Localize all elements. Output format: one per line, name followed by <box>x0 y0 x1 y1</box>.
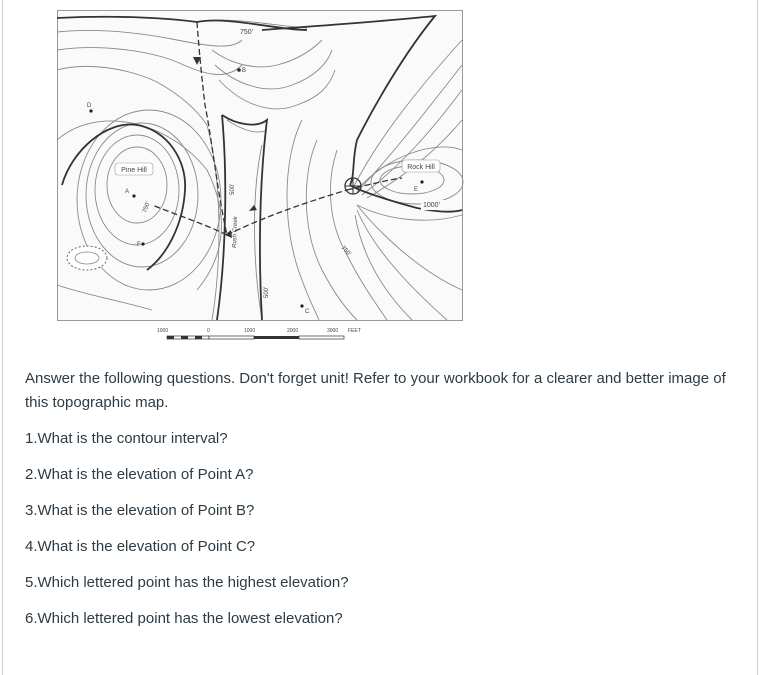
pine-hill-label: Pine Hill <box>121 167 147 174</box>
point-f-label: F <box>137 242 141 248</box>
point-a-dot <box>132 194 135 197</box>
point-e-dot <box>420 180 423 183</box>
contour-750-left-label: 750' <box>142 201 152 214</box>
scale-tick-5: 3000 <box>327 328 339 334</box>
question-content <box>25 367 740 643</box>
question-4: 4.What is the elevation of Point C? <box>25 538 256 555</box>
question-5: 5.Which lettered point has the highest elevation? <box>25 574 349 591</box>
point-a-label: A <box>125 189 130 195</box>
question-6: 6.Which lettered point has the lowest elevation? <box>25 610 343 627</box>
point-b-dot <box>237 68 241 72</box>
rush-creek-label: Rush Creek <box>232 216 240 249</box>
point-e-label: E <box>414 187 419 193</box>
scale-bar <box>157 328 361 339</box>
scale-tick-4: 2000 <box>287 328 299 334</box>
question-2: 2.What is the elevation of Point A? <box>25 466 254 483</box>
question-3: 3.What is the elevation of Point B? <box>25 502 255 519</box>
question-1: 1.What is the contour interval? <box>25 430 228 447</box>
scale-tick-3: 1000 <box>244 328 256 334</box>
contour-750-right-label: 750' <box>339 245 352 258</box>
instructions-text: Answer the following questions. Don't forget unit! Refer to your workbook for a clearer and better image of this topographic map. <box>25 370 726 411</box>
scale-unit: FEET <box>348 328 361 334</box>
contour-1000-label: 1000' <box>423 202 440 209</box>
contour-750-top-label: 750' <box>240 29 254 36</box>
topographic-map-image <box>57 10 464 345</box>
contour-500-bottom-label: 500' <box>264 286 270 298</box>
scale-tick-1: 1000 <box>157 328 169 334</box>
point-f-dot <box>141 242 144 245</box>
rock-hill-label: Rock Hill <box>407 164 435 171</box>
scale-tick-2: 0 <box>207 328 210 334</box>
content-frame <box>2 0 758 675</box>
contour-500-left-label: 500' <box>230 183 236 195</box>
topographic-map <box>57 10 464 345</box>
point-d-dot <box>89 109 92 112</box>
point-b-label: B <box>242 68 247 74</box>
point-c-label: C <box>305 309 310 315</box>
point-d-label: D <box>87 103 92 109</box>
point-c-dot <box>300 304 303 307</box>
